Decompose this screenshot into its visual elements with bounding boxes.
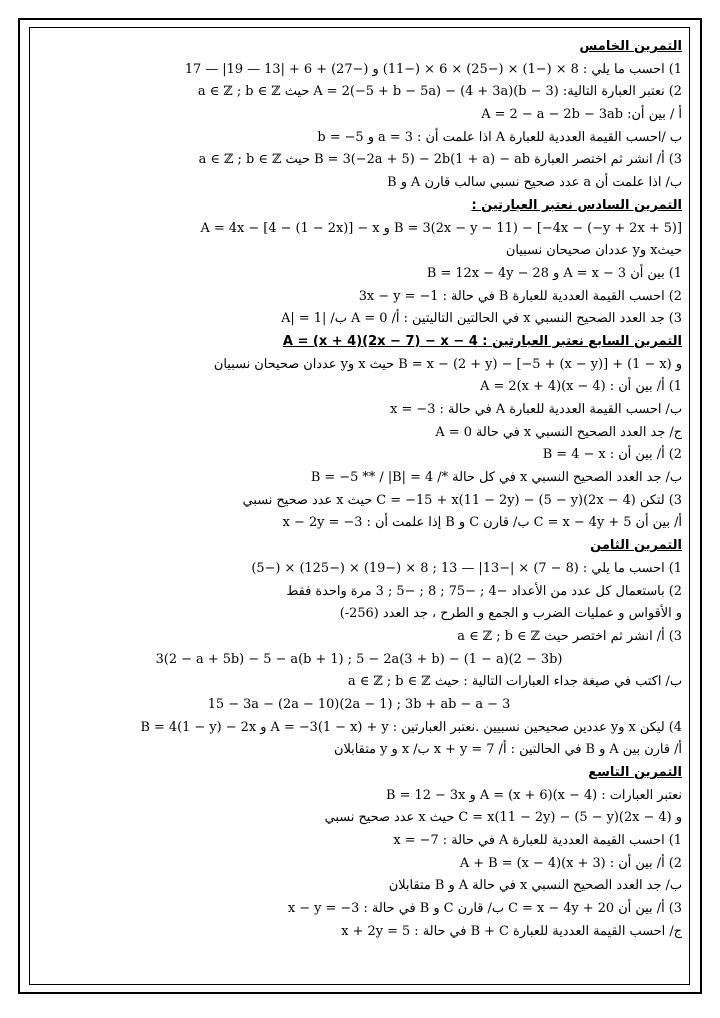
text-line: أ/ بين أن C = x − 4y + 5 ب/ قارن C و B إذا علمت أن : x − 2y = −3 (282, 515, 682, 531)
text-line: ب /احسب القيمة العددية للعبارة A اذا علمت أن : a = 3 و b = −5 (317, 129, 682, 145)
exercise-heading: التمرين التاسع (588, 765, 682, 780)
text-line: 2) أ/ بين أن : B = 4 − x (542, 447, 682, 463)
text-line: و B = x − (2 + y) − [−5 + (x − y)] + (1 − x) حيث x وy عددان صحيحان نسبيان (213, 356, 682, 372)
text-line: ب/ جد العدد الصحيح النسبي x في حالة A و B متقابلان (388, 878, 682, 894)
text-line: 3) أ/ انشر ثم اختصر العبارة B = 3(−2a + 5) − 2b(1 + a) − ab حيث a ∈ ℤ ; b ∈ ℤ (198, 152, 682, 168)
formula-line: 3(2 − a + 5b) − 5 − a(b + 1) ; 5 − 2a(3 + b) − (1 − a)(2 − 3b) (155, 651, 563, 667)
text-line: نعتبر العبارات : A = (x + 6)(x − 4) و B = 12 − 3x (386, 787, 682, 803)
text-line: 1) أ/ بين أن : A = 2(x + 4)(x − 4) (480, 379, 682, 395)
text-line: 3) أ/ انشر ثم اختصر حيث a ∈ ℤ ; b ∈ ℤ (457, 628, 682, 644)
text-line: ب/ اكتب في صيغة جداء العبارات التالية : حيث a ∈ ℤ ; b ∈ ℤ (347, 674, 682, 690)
exercise-heading: التمرين السادس نعتبر العبارتين : (471, 197, 682, 213)
text-line: 1) احسب ما يلي : (8 − 7) × |−13| — 13 ; 8 × (−19) × (−125) × (−5) (251, 560, 682, 576)
text-line: ب/ احسب القيمة العددية للعبارة A في حالة : x = −3 (390, 402, 682, 417)
text-line: 3) جد العدد الصحيح النسبي x في الحالتين التاليتين : أ/ A = 0 ب/ |A| = 1 (281, 311, 682, 327)
text-line: ب/ جد العدد الصحيح النسبي x في كل حالة */ B = −5 ** / |B| = 4 (310, 470, 682, 486)
text-line: 1) احسب ما يلي : 8 × (−1) × (−25) × 6 × (−11) و (−27) + 6 + |13 — 19| — 17 (184, 61, 682, 77)
text-line: 3) أ/ بين أن C = x − 4y + 20 ب/ قارن C و B في حالة : x − y = −3 (287, 901, 682, 917)
text-line: و C = x(11 − 2y) − (5 − y)(2x − 4) حيث x عدد صحيح نسبي (324, 810, 682, 826)
text-line: أ / بين أن: A = 2 − a − 2b − 3ab (481, 107, 682, 123)
text-line: 2) باستعمال كل عدد من الأعداد −4 ; −75 ; 8 ; −5 ; 3 مرة واحدة فقط (286, 583, 682, 599)
text-line: أ/ قارن بين A و B في الحالتين : أ/ x + y = 7 ب/ x و y متقابلان (334, 742, 682, 758)
text-line: 2) احسب القيمة العددية للعبارة B في حالة : 3x − y = −1 (358, 288, 682, 304)
exercise-heading: التمرين الثامن (590, 538, 682, 554)
text-line: ج/ جد العدد الصحيح النسبي x في حالة A = 0 (435, 424, 682, 440)
text-line: 3) لتكن C = −15 + x(11 − 2y) − (5 − y)(2x − 4) حيث x عدد صحيح نسبي (242, 492, 682, 508)
text-line: 2) أ/ بين أن : A + B = (x − 4)(x + 3) (459, 855, 682, 871)
exercise-heading: التمرين الخامس (579, 39, 682, 54)
text-line: و الأقواس و عمليات الضرب و الجمع و الطرح ، جد العدد (256-) (339, 606, 682, 622)
text-line: 4) ليكن x وy عددين صحيحين نسبيين .نعتبر العبارتين : A = −3(1 − x) + y و B = 4(1 − y) − 2x (140, 719, 682, 735)
text-line: ج/ احسب القيمة العددية للعبارة B + C في حالة : x + 2y = 5 (341, 923, 682, 939)
text-line: 1) بين أن A = x − 3 و B = 12x − 4y − 28 (426, 265, 682, 281)
exercise-sheet (36, 36, 682, 944)
text-line: ب/ اذا علمت أن a عدد صحيح نسبي سالب قارن A و B (387, 175, 682, 191)
text-line: حيثx وy عددان صحيحان نسبيان (505, 243, 682, 259)
exercise-heading: التمرين السابع نعتبر العبارتين : A = (x + 4)(2x − 7) − x − 4 (282, 333, 682, 349)
formula-line: 15 − 3a − (2a − 10)(2a − 1) ; 3b + ab − a − 3 (207, 696, 511, 712)
text-line: A = 4x − [4 − (1 − 2x)] − x و B = 3(2x − y − 11) − [−4x − (−y + 2x + 5)] (200, 220, 682, 236)
text-line: 2) نعتبر العبارة التالية: A = 2(−5 + b − 5a) − (4 + 3a)(b − 3) حيث a ∈ ℤ ; b ∈ ℤ (197, 84, 682, 100)
text-line: 1) احسب القيمة العددية للعبارة A في حالة : x = −7 (393, 833, 682, 849)
